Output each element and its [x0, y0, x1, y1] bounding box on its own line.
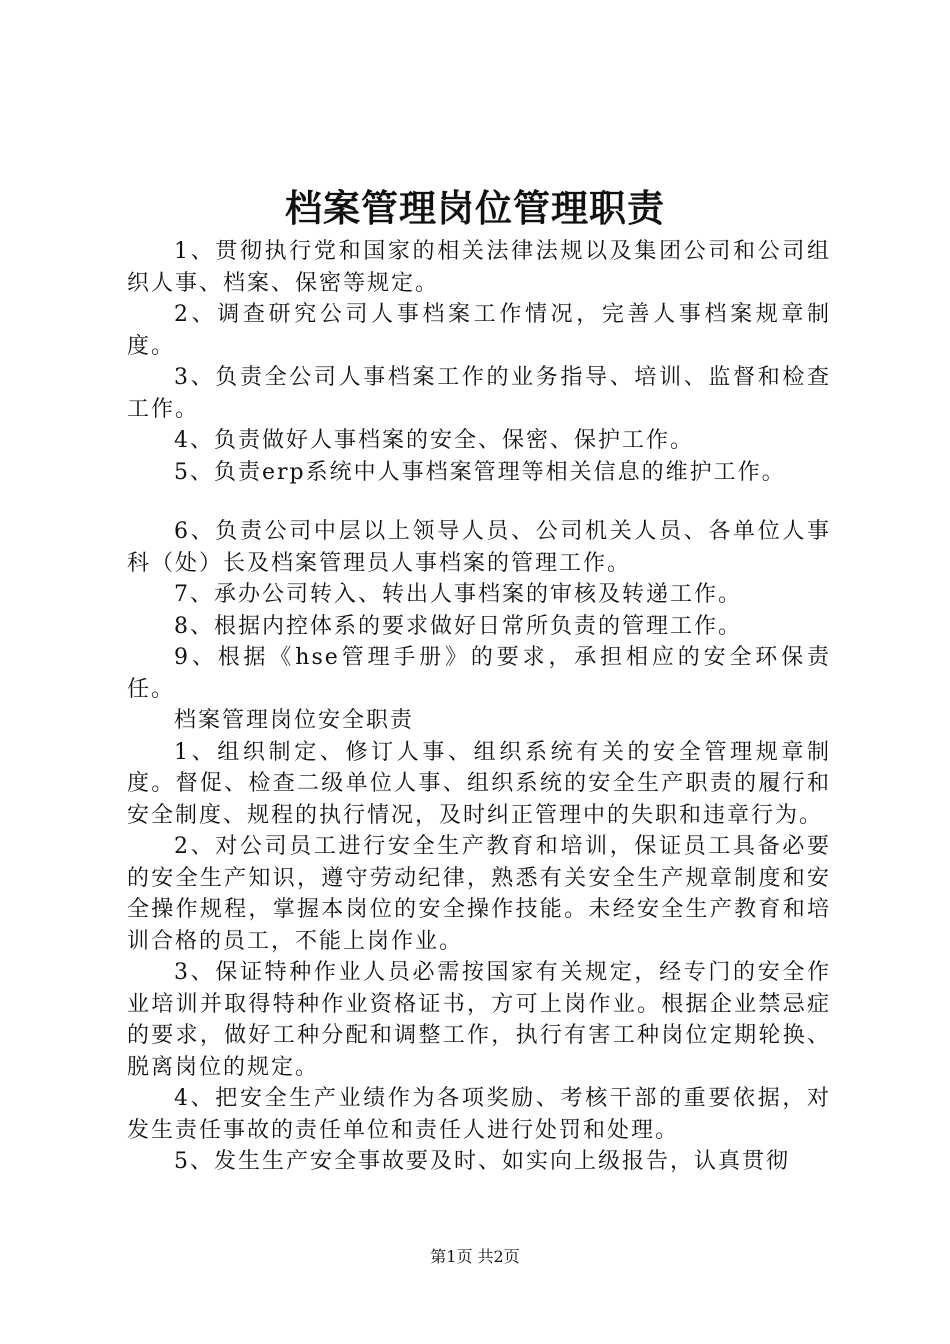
document-body	[127, 236, 831, 1178]
safety-paragraph-5: 5、发生生产安全事故要及时、如实向上级报告，认真贯彻	[174, 1149, 790, 1174]
safety-paragraph-4: 4、把安全生产业绩作为各项奖励、考核干部的重要依据，对发生责任事故的责任单位和责任人进行处罚和处理。	[127, 1086, 831, 1143]
paragraph-gap	[127, 488, 831, 516]
safety-paragraph-3: 3、保证特种作业人员必需按国家有关规定，经专门的安全作业培训并取得特种作业资格证书，方可上岗作业。根据企业禁忌症的要求，做好工种分配和调整工作，执行有害工种岗位定期轮换、脱离岗位的规定。	[127, 960, 831, 1080]
paragraph-5: 5、负责erp系统中人事档案管理等相关信息的维护工作。	[174, 459, 786, 485]
paragraph-6: 6、负责公司中层以上领导人员、公司机关人员、各单位人事科（处）长及档案管理员人事档案的管理工作。	[127, 519, 831, 576]
paragraph-3: 3、负责全公司人事档案工作的业务指导、培训、监督和检查工作。	[127, 365, 831, 422]
safety-paragraph-2: 2、对公司员工进行安全生产教育和培训，保证员工具备必要的安全生产知识，遵守劳动纪律，熟悉有关安全生产规章制度和安全操作规程，掌握本岗位的安全操作技能。未经安全生产教育和培训合格的员工，不能上岗作业。	[127, 834, 831, 954]
paragraph-8: 8、根据内控体系的要求做好日常所负责的管理工作。	[174, 613, 742, 639]
paragraph-9: 9、根据《hse管理手册》的要求，承担相应的安全环保责任。	[127, 645, 831, 702]
document-title: 档案管理岗位管理职责	[285, 186, 665, 230]
paragraph-7: 7、承办公司转入、转出人事档案的审核及转递工作。	[174, 582, 742, 607]
paragraph-2: 2、调查研究公司人事档案工作情况，完善人事档案规章制度。	[127, 302, 831, 359]
safety-paragraph-1: 1、组织制定、修订人事、组织系统有关的安全管理规章制度。督促、检查二级单位人事、组织系统的安全生产职责的履行和安全制度、规程的执行情况，及时纠正管理中的失职和违章行为。	[127, 739, 831, 828]
paragraph-4: 4、负责做好人事档案的安全、保密、保护工作。	[174, 428, 694, 453]
page-number-footer: 第1页 共2页	[430, 1247, 520, 1266]
paragraph-1: 1、贯彻执行党和国家的相关法律法规以及集团公司和公司组织人事、档案、保密等规定。	[127, 239, 831, 296]
section-heading-safety: 档案管理岗位安全职责	[174, 708, 415, 733]
